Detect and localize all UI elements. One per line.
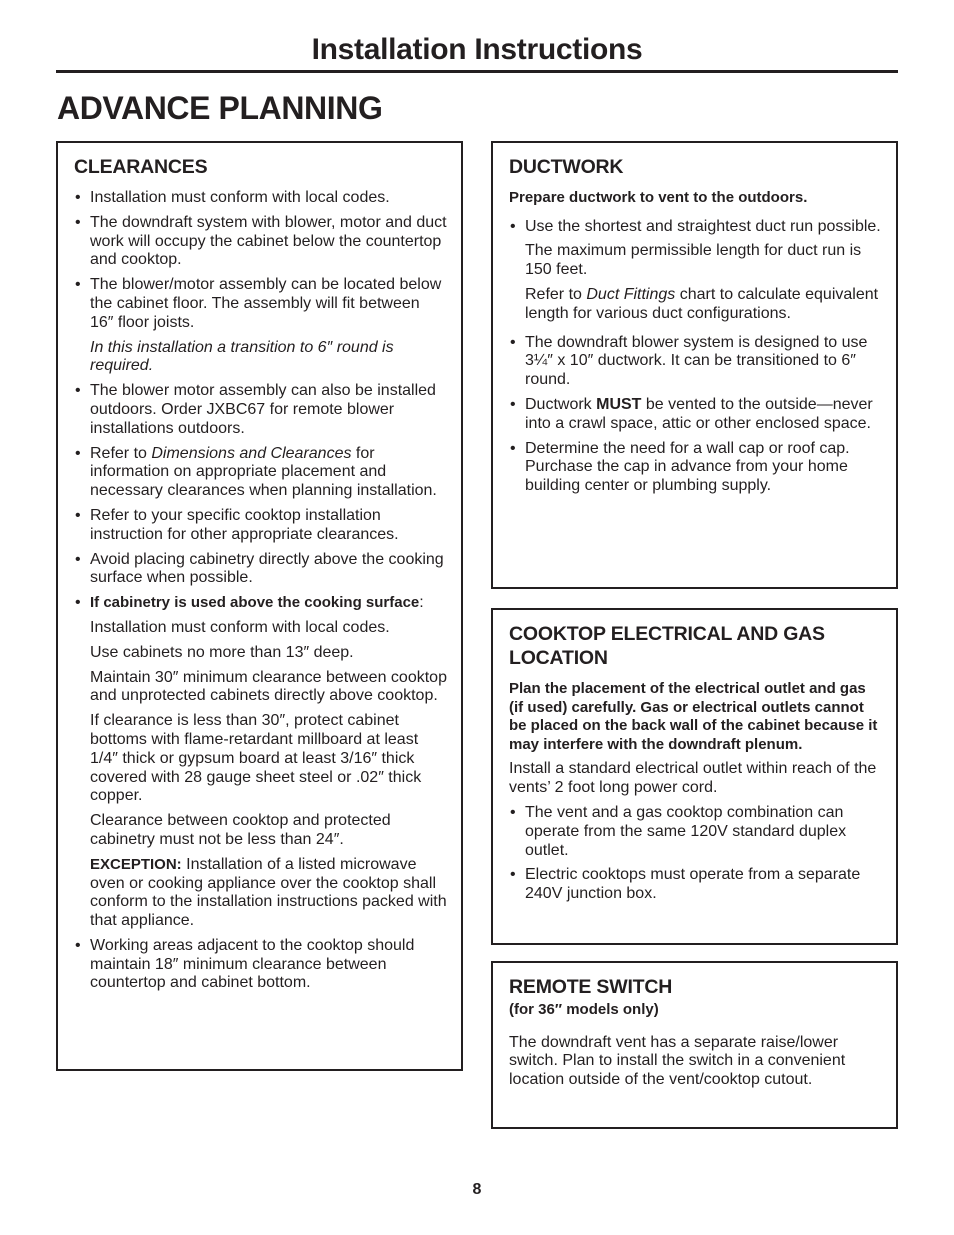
list-item-text: for information on appropriate placement and necessary clearances when planning installation. [90, 444, 437, 500]
list-item [74, 214, 447, 270]
list-item-text: The blower motor assembly can also be installed outdoors. Order JXBC67 for remote blower installations outdoors. [90, 382, 436, 437]
list-item [509, 334, 882, 390]
exception-paragraph [90, 856, 447, 931]
list-item [74, 937, 447, 993]
ductwork-box [491, 141, 898, 589]
electrical-list [509, 804, 882, 904]
list-item [509, 866, 882, 904]
ductwork-lead: Prepare ductwork to vent to the outdoors. [509, 189, 808, 206]
list-item-text: Determine the need for a wall cap or roof cap. Purchase the cap in advance from your home building center or plumbing supply. [525, 439, 850, 495]
list-item-text: chart to calculate equivalent length for various duct configurations. [525, 285, 879, 322]
list-item-paragraph: The maximum permissible length for duct run is 150 feet. [525, 242, 862, 279]
remote-switch-body: The downdraft vent has a separate raise/lower switch. Plan to install the switch in a convenient location outside of the vent/cooktop cutout. [509, 1033, 846, 1089]
list-item-paragraph: If clearance is less than 30″, protect cabinet bottoms with flame-retardant millboard at least 1/4″ thick or gypsum board at least 3/16″ thick covered with 28 gauge sheet steel or .02″ thick copper. [90, 712, 422, 805]
list-item-text: be vented to the outside—never into a crawl space, attic or other enclosed space. [525, 395, 873, 432]
section-reference: Duct Fittings [586, 285, 676, 303]
list-item-note: In this installation a transition to 6″ round is required. [90, 338, 394, 375]
remote-switch-box [491, 961, 898, 1129]
electrical-lead: Plan the placement of the electrical outlet and gas (if used) carefully. Gas or electrical outlets cannot be placed on the back wall of the cabinet because it may interfere with the downdraft plenum. [509, 680, 878, 753]
list-item-text: Refer to your specific cooktop installation instruction for other appropriate clearances. [90, 506, 399, 543]
list-item-bold-text: If cabinetry is used above the cooking surface [90, 594, 420, 612]
list-item [509, 218, 882, 324]
list-item [509, 804, 882, 860]
list-item [74, 594, 447, 931]
ductwork-list [509, 218, 882, 496]
list-item-paragraph [525, 286, 882, 324]
list-item [74, 189, 447, 208]
list-item [509, 440, 882, 496]
list-item [74, 382, 447, 438]
list-item-text: Installation must conform with local codes. [90, 189, 390, 206]
list-item [74, 445, 447, 501]
list-item-text: The vent and a gas cooktop combination can operate from the same 120V standard duplex outlet. [525, 803, 847, 859]
section-reference: Dimensions and Clearances [151, 444, 352, 462]
list-item-colon: : [419, 594, 424, 612]
emphasis-text: MUST [596, 395, 642, 413]
list-item-paragraph: Use cabinets no more than 13″ deep. [90, 643, 354, 661]
exception-label: EXCEPTION: [90, 855, 182, 873]
header-rule [56, 70, 898, 73]
list-item-text: The blower/motor assembly can be located below the cabinet floor. The assembly will fit between 16″ floor joists. [90, 276, 442, 331]
list-item [74, 507, 447, 545]
list-item-paragraph: Maintain 30″ minimum clearance between cooktop and unprotected cabinets directly above cooktop. [90, 668, 447, 705]
clearances-list [74, 189, 447, 993]
list-item-text: Working areas adjacent to the cooktop should maintain 18″ minimum clearance between countertop and cabinet bottom. [90, 936, 415, 992]
list-item-text: Refer to [90, 444, 152, 462]
list-item [509, 396, 882, 434]
list-item-text: Avoid placing cabinetry directly above the cooking surface when possible. [90, 550, 444, 587]
list-item-paragraph: Clearance between cooktop and protected cabinetry must not be less than 24″. [90, 812, 391, 848]
electrical-body: Install a standard electrical outlet within reach of the vents’ 2 foot long power cord. [509, 760, 877, 797]
list-item-text: Ductwork [525, 395, 597, 413]
page-number: 8 [472, 1181, 482, 1198]
ductwork-heading: DUCTWORK [509, 156, 624, 178]
list-item-text: Use the shortest and straightest duct run possible. [525, 217, 881, 235]
list-item [74, 551, 447, 589]
remote-switch-heading: REMOTE SWITCH [509, 976, 673, 998]
list-item-text: The downdraft system with blower, motor and duct work will occupy the cabinet below the countertop and cooktop. [90, 213, 447, 269]
electrical-heading: COOKTOP ELECTRICAL AND GAS LOCATION [509, 623, 825, 669]
list-item [74, 276, 447, 376]
electrical-box [491, 608, 898, 945]
list-item-text: The downdraft blower system is designed to use 3¼″ x 10″ ductwork. It can be transitioned to 6″ round. [525, 333, 868, 389]
clearances-box [56, 141, 463, 1071]
remote-switch-subheading: (for 36″ models only) [509, 1001, 659, 1018]
header-title: Installation Instructions [311, 33, 643, 66]
page-title: ADVANCE PLANNING [57, 90, 383, 126]
exception-text: Installation of a listed microwave oven or cooking appliance over the cooktop shall conform to the installation instructions packed with that appliance. [90, 855, 447, 930]
list-item-text: Electric cooktops must operate from a separate 240V junction box. [525, 866, 861, 903]
list-item-text: Refer to [525, 285, 587, 303]
clearances-heading: CLEARANCES [74, 156, 208, 178]
list-item-paragraph: Installation must conform with local codes. [90, 618, 390, 636]
